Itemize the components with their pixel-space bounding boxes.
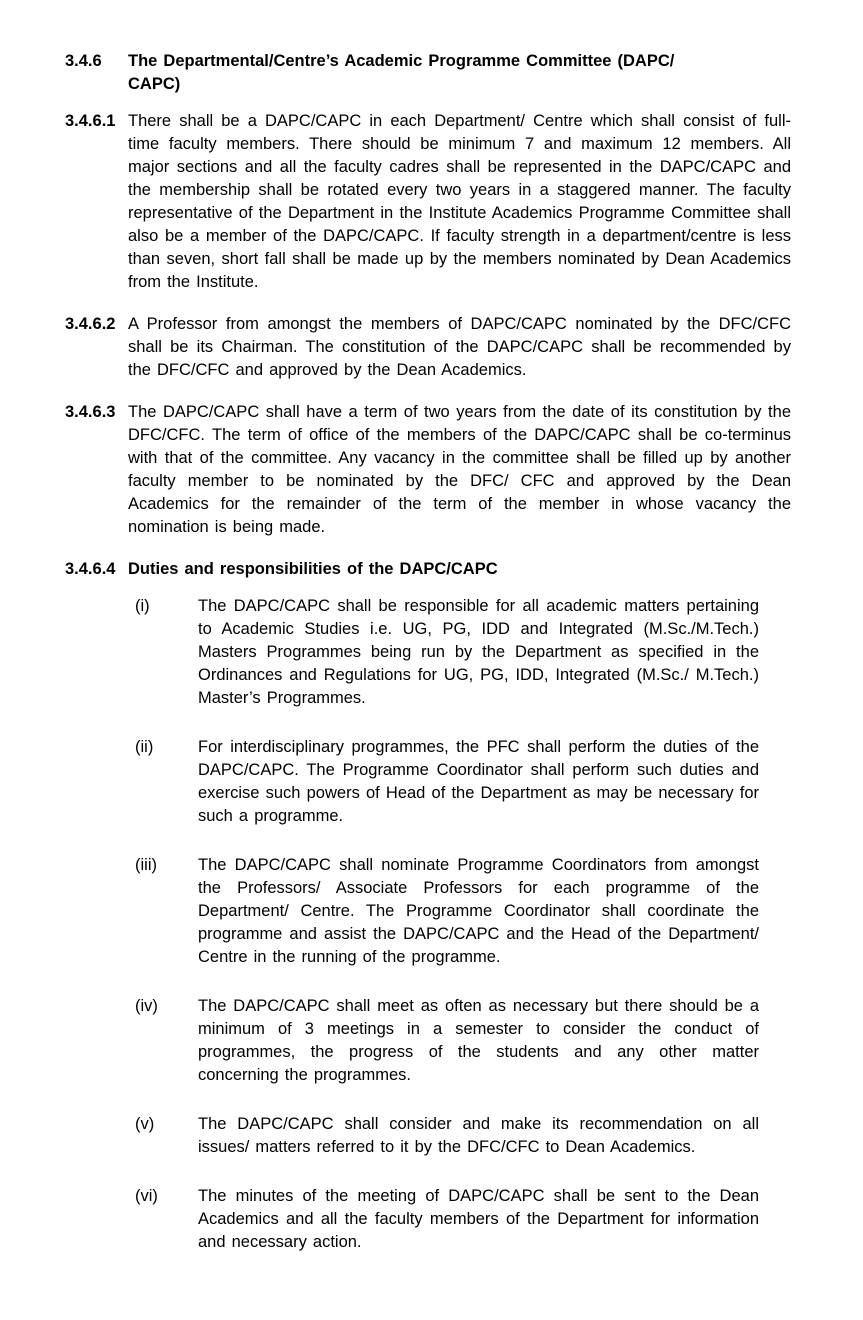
list-item-text: The DAPC/CAPC shall be responsible for all academic matters pertaining to Academic Studies i.e. UG, PG, IDD and Integrated (M.Sc./M.Tech.) Masters Programmes being run by the Department as specified in the Ordinances and Regulations for UG, PG, IDD, Integrated (M.Sc./ M.Tech.) Master’s Programmes.: [198, 597, 759, 707]
clause-3-4-6-4-heading: [65, 558, 791, 581]
clause-number: 3.4.6.1: [65, 112, 116, 130]
list-item-text: The minutes of the meeting of DAPC/CAPC shall be sent to the Dean Academics and all the faculty members of the Department for information and necessary action.: [198, 1187, 759, 1251]
clause-number: 3.4.6.3: [65, 403, 116, 421]
list-item-marker: (iv): [135, 997, 158, 1015]
section-number: 3.4.6: [65, 52, 102, 70]
section-title-line-2: CAPC): [128, 75, 181, 93]
list-item-iv: [135, 995, 759, 1087]
list-item-text: The DAPC/CAPC shall consider and make its recommendation on all issues/ matters referred to it by the DFC/CFC to Dean Academics.: [198, 1115, 759, 1156]
list-item-i: [135, 595, 759, 710]
clause-3-4-6-3: [65, 401, 791, 539]
list-item-marker: (v): [135, 1115, 155, 1133]
clause-3-4-6-1: [65, 110, 791, 294]
list-item-iii: [135, 854, 759, 969]
list-item-marker: (iii): [135, 856, 157, 874]
section-title-line-1: The Departmental/Centre’s Academic Programme Committee (DAPC/: [128, 52, 675, 70]
list-item-ii: [135, 736, 759, 828]
list-item-text: The DAPC/CAPC shall meet as often as necessary but there should be a minimum of 3 meetings in a semester to consider the conduct of programmes, the progress of the students and any other matter concerning the programmes.: [198, 997, 759, 1084]
clause-text: There shall be a DAPC/CAPC in each Department/ Centre which shall consist of full-time faculty members. There should be minimum 7 and maximum 12 members. All major sections and all the faculty cadres shall be represented in the DAPC/CAPC and the membership shall be rotated every two years in a staggered manner. The faculty representative of the Department in the Institute Academics Programme Committee shall also be a member of the DAPC/CAPC. If faculty strength in a department/centre is less than seven, short fall shall be made up by the members nominated by Dean Academics from the Institute.: [128, 112, 791, 291]
section-title: [128, 50, 791, 96]
list-item-marker: (i): [135, 597, 150, 615]
list-item-v: [135, 1113, 759, 1159]
clause-text: The DAPC/CAPC shall have a term of two years from the date of its constitution by the DFC/CFC. The term of office of the members of the DAPC/CAPC shall be co-terminus with that of the committee. Any vacancy in the committee shall be filled up by another faculty member to be nominated by the DFC/ CFC and approved by the Dean Academics for the remainder of the term of the member in whose vacancy the nomination is being made.: [128, 403, 791, 536]
clause-3-4-6-2: [65, 313, 791, 382]
list-item-text: The DAPC/CAPC shall nominate Programme Coordinators from amongst the Professors/ Associate Professors for each programme of the Department/ Centre. The Programme Coordinator shall coordinate the programme and assist the DAPC/CAPC and the Head of the Department/ Centre in the running of the programme.: [198, 856, 759, 966]
list-item-marker: (vi): [135, 1187, 158, 1205]
clause-number: 3.4.6.2: [65, 315, 116, 333]
list-item-vi: [135, 1185, 759, 1254]
clause-title: Duties and responsibilities of the DAPC/CAPC: [128, 560, 498, 578]
list-item-marker: (ii): [135, 738, 154, 756]
section-heading: [65, 50, 791, 96]
duties-list: [135, 595, 759, 1254]
clause-text: A Professor from amongst the members of DAPC/CAPC nominated by the DFC/CFC shall be its Chairman. The constitution of the DAPC/CAPC shall be recommended by the DFC/CFC and approved by the Dean Academics.: [128, 315, 791, 379]
clause-number: 3.4.6.4: [65, 560, 116, 578]
list-item-text: For interdisciplinary programmes, the PFC shall perform the duties of the DAPC/CAPC. The Programme Coordinator shall perform such duties and exercise such powers of Head of the Department as may be necessary for such a programme.: [198, 738, 759, 825]
